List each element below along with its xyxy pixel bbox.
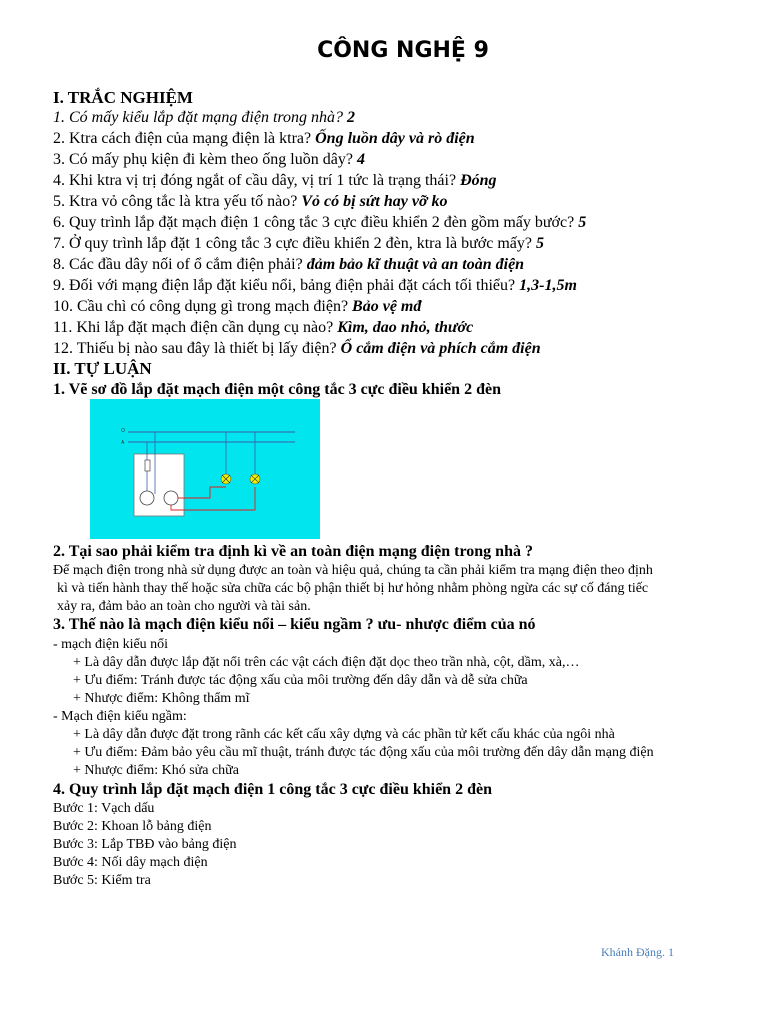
switch-board bbox=[134, 454, 184, 516]
step-3: Bước 3: Lắp TBĐ vào bảng điện bbox=[53, 837, 237, 852]
step-1: Bước 1: Vạch dấu bbox=[53, 801, 155, 816]
switch-icon bbox=[164, 491, 178, 505]
question-6: 6. Quy trình lắp đặt mạch điện 1 công tắc 3 cực điều khiển 2 đèn gồm mấy bước? 5 bbox=[53, 214, 587, 231]
question-5: 5. Ktra vỏ công tắc là ktra yếu tố nào? Vỏ có bị sứt hay vỡ ko bbox=[53, 193, 448, 210]
essay-3-line-7: + Ưu điểm: Đảm bảo yêu cầu mĩ thuật, tránh được tác động xấu của môi trường đến dây dẫn mạng điện bbox=[73, 745, 654, 760]
essay-3-line-1: - mạch điện kiểu nổi bbox=[53, 637, 169, 652]
diagram-label-o: O bbox=[121, 428, 125, 434]
essay-3-line-8: + Nhược điểm: Khó sửa chữa bbox=[73, 763, 239, 778]
essay-2-line-1: Để mạch điện trong nhà sử dụng được an toàn và hiệu quả, chúng ta cần phải kiểm tra mạng điện theo định bbox=[53, 563, 653, 578]
step-5: Bước 5: Kiểm tra bbox=[53, 873, 151, 888]
question-7: 7. Ở quy trình lắp đặt 1 công tắc 3 cực điều khiển 2 đèn, ktra là bước mấy? 5 bbox=[53, 235, 544, 252]
essay-2-heading: 2. Tại sao phải kiểm tra định kì về an toàn điện mạng điện trong nhà ? bbox=[53, 543, 533, 560]
question-9: 9. Đối với mạng điện lắp đặt kiểu nổi, bảng điện phải đặt cách tối thiểu? 1,3-1,5m bbox=[53, 277, 577, 294]
question-10: 10. Cầu chì có công dụng gì trong mạch điện? Bảo vệ mđ bbox=[53, 298, 422, 315]
essay-3-line-6: + Là dây dẫn được đặt trong rãnh các kết cấu xây dựng và các phần tử kết cấu khác của ngôi nhà bbox=[73, 727, 615, 742]
socket-icon bbox=[140, 491, 154, 505]
essay-3-line-3: + Ưu điểm: Tránh được tác động xấu của môi trường đến dây dẫn và dễ sửa chữa bbox=[73, 673, 528, 688]
section-multiple-choice-heading: I. TRẮC NGHIỆM bbox=[53, 88, 193, 107]
essay-2-line-2: kì và tiến hành thay thế hoặc sửa chữa các bộ phận thiết bị hư hỏng nhằm phòng ngừa các sự cố đáng tiếc bbox=[57, 581, 649, 596]
page-footer: Khánh Đặng. 1 bbox=[601, 945, 674, 959]
step-2: Bước 2: Khoan lỗ bảng điện bbox=[53, 819, 212, 834]
essay-3-line-2: + Là dây dẫn được lắp đặt nổi trên các vật cách điện đặt dọc theo trần nhà, cột, dầm, xà,… bbox=[73, 655, 580, 670]
step-4: Bước 4: Nối dây mạch điện bbox=[53, 855, 208, 870]
question-12: 12. Thiếu bị nào sau đây là thiết bị lấy điện? Ổ cắm điện và phích cắm điện bbox=[53, 340, 541, 357]
essay-1-heading: 1. Vẽ sơ đồ lắp đặt mạch điện một công tắc 3 cực điều khiển 2 đèn bbox=[53, 381, 501, 398]
page-title: CÔNG NGHỆ 9 bbox=[317, 38, 489, 63]
question-1: 1. Có mấy kiểu lắp đặt mạng điện trong nhà? 2 bbox=[53, 109, 356, 126]
essay-3-heading: 3. Thế nào là mạch điện kiểu nổi – kiểu ngầm ? ưu- nhược điểm của nó bbox=[53, 616, 536, 633]
question-2: 2. Ktra cách điện của mạng điện là ktra? Ống luồn dây và rò điện bbox=[53, 130, 475, 147]
fuse-icon bbox=[145, 460, 150, 471]
essay-3-line-4: + Nhược điểm: Không thẩm mĩ bbox=[73, 691, 250, 706]
question-8: 8. Các đầu dây nối of ổ cắm điện phải? đảm bảo kĩ thuật và an toàn điện bbox=[53, 256, 525, 273]
wire-red-1 bbox=[178, 487, 226, 498]
question-11: 11. Khi lắp đặt mạch điện cần dụng cụ nào? Kìm, dao nhỏ, thước bbox=[53, 319, 474, 336]
diagram-label-a: A bbox=[121, 440, 125, 446]
question-4: 4. Khi ktra vị trị đóng ngắt of cầu dây, vị trí 1 tức là trạng thái? Đóng bbox=[53, 172, 497, 189]
circuit-diagram bbox=[90, 399, 320, 539]
essay-3-line-5: - Mạch điện kiểu ngầm: bbox=[53, 709, 187, 724]
essay-4-heading: 4. Quy trình lắp đặt mạch điện 1 công tắc 3 cực điều khiển 2 đèn bbox=[53, 781, 492, 798]
essay-2-line-3: xảy ra, đảm bảo an toàn cho người và tài sản. bbox=[57, 599, 311, 614]
section-essay-heading: II. TỰ LUẬN bbox=[53, 359, 152, 378]
circuit-diagram-svg bbox=[90, 399, 320, 539]
question-3: 3. Có mấy phụ kiện đi kèm theo ống luồn dây? 4 bbox=[53, 151, 365, 168]
